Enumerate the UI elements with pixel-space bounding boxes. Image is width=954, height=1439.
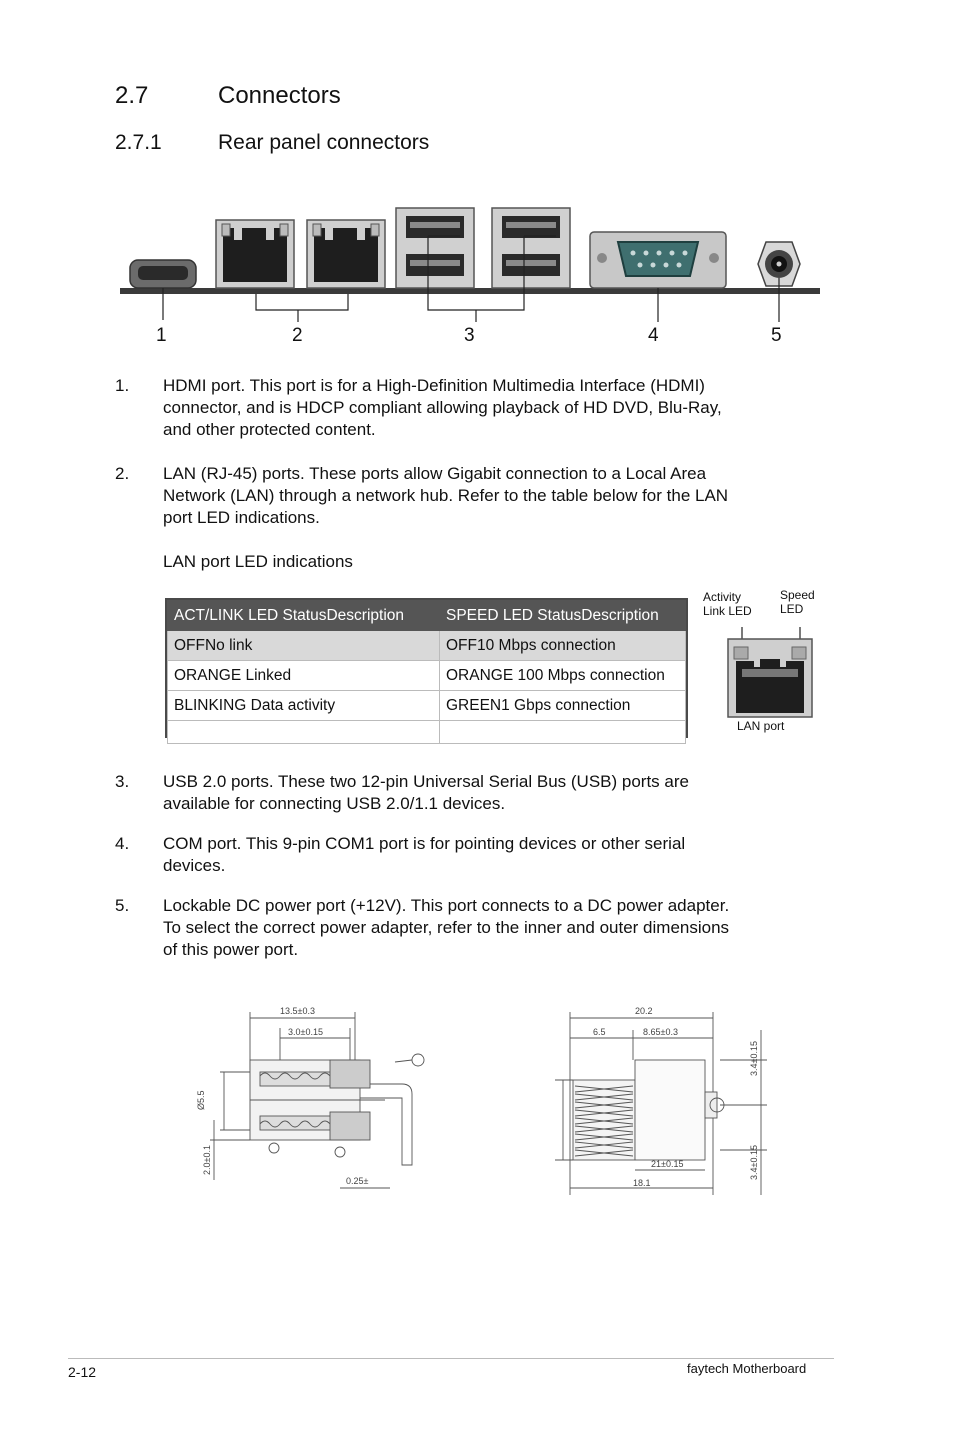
hdmi-port-drawing: [130, 260, 196, 288]
led-table-caption: LAN port LED indications: [163, 552, 353, 571]
item-3-text: USB 2.0 ports. These two 12-pin Universal Serial Bus (USB) ports are available for connecting USB 2.0/1.1 devices.: [163, 772, 689, 813]
dim-label: 3.4±0.15: [749, 1145, 759, 1180]
lan-port-label: LAN port: [737, 719, 785, 733]
table-row: [168, 631, 686, 661]
dim-label: 18.1: [633, 1178, 651, 1188]
power-port-front-drawing: [525, 1000, 775, 1200]
table-header-cell: SPEED LED StatusDescription: [440, 601, 686, 631]
callout-1: 1: [156, 325, 167, 346]
item-2-number: 2.: [115, 464, 130, 483]
callout-2: 2: [292, 325, 303, 346]
dim-label: 8.65±0.3: [643, 1027, 678, 1037]
item-3-number: 3.: [115, 772, 130, 791]
dim-label: 2.0±0.1: [202, 1145, 212, 1175]
footer-doc-title: faytech Motherboard: [687, 1361, 807, 1376]
rear-panel-illustration: [110, 198, 830, 323]
table-cell: [168, 721, 440, 744]
lan-port-led-diagram: [720, 625, 820, 720]
callout-4: 4: [648, 325, 659, 346]
dim-label: 3.4±0.15: [749, 1041, 759, 1076]
usb-stack-1-drawing: [396, 208, 474, 288]
dim-label: 13.5±0.3: [280, 1006, 315, 1016]
power-port-side-drawing: [180, 1000, 440, 1200]
activity-led-label: Activity Link LED: [703, 590, 752, 618]
item-4-text: COM port. This 9-pin COM1 port is for pointing devices or other serial devices.: [163, 834, 686, 875]
led-indication-table: [165, 598, 688, 738]
speed-led-label: Speed LED: [780, 588, 815, 616]
lan-port-1-drawing: [216, 220, 294, 288]
item-1-text: HDMI port. This port is for a High-Definition Multimedia Interface (HDMI) connector, and is HDCP compliant allowing playback of HD DVD, Blu-Ray, and other protected content.: [163, 376, 722, 439]
section-title: Connectors: [218, 82, 341, 109]
table-cell: GREEN1 Gbps connection: [440, 691, 686, 721]
dim-label: 20.2: [635, 1006, 653, 1016]
table-row: [168, 661, 686, 691]
dim-label: 3.0±0.15: [288, 1027, 323, 1037]
table-cell: OFFNo link: [168, 631, 440, 661]
table-cell: [440, 721, 686, 744]
dim-label: 0.25±: [346, 1176, 369, 1186]
com-port-drawing: [590, 232, 726, 288]
dim-label: 6.5: [593, 1027, 606, 1037]
item-1-number: 1.: [115, 376, 130, 395]
table-row: [168, 721, 686, 744]
section-number: 2.7: [115, 82, 149, 109]
item-5-number: 5.: [115, 896, 130, 915]
table-cell: ORANGE 100 Mbps connection: [440, 661, 686, 691]
table-header-row: [168, 601, 686, 631]
subsection-title: Rear panel connectors: [218, 131, 430, 154]
dim-label: 21±0.15: [651, 1159, 684, 1169]
table-cell: OFF10 Mbps connection: [440, 631, 686, 661]
table-cell: ORANGE Linked: [168, 661, 440, 691]
usb-stack-2-drawing: [492, 208, 570, 288]
lan-port-2-drawing: [307, 220, 385, 288]
subsection-number: 2.7.1: [115, 131, 162, 154]
table-row: [168, 691, 686, 721]
callout-5: 5: [771, 325, 782, 346]
item-4-number: 4.: [115, 834, 130, 853]
table-header-cell: ACT/LINK LED StatusDescription: [168, 601, 440, 631]
page-number: 2-12: [68, 1364, 97, 1380]
table-cell: BLINKING Data activity: [168, 691, 440, 721]
item-5-text: Lockable DC power port (+12V). This port connects to a DC power adapter. To select the correct power adapter, refer to the inner and outer dimensions of this power port.: [163, 896, 730, 959]
callout-3: 3: [464, 325, 475, 346]
item-2-text: LAN (RJ-45) ports. These ports allow Gigabit connection to a Local Area Network (LAN) through a network hub. Refer to the table below for the LAN port LED indications.: [163, 464, 729, 527]
footer-divider: [68, 1358, 834, 1359]
dim-label: Ø5.5: [196, 1090, 206, 1110]
